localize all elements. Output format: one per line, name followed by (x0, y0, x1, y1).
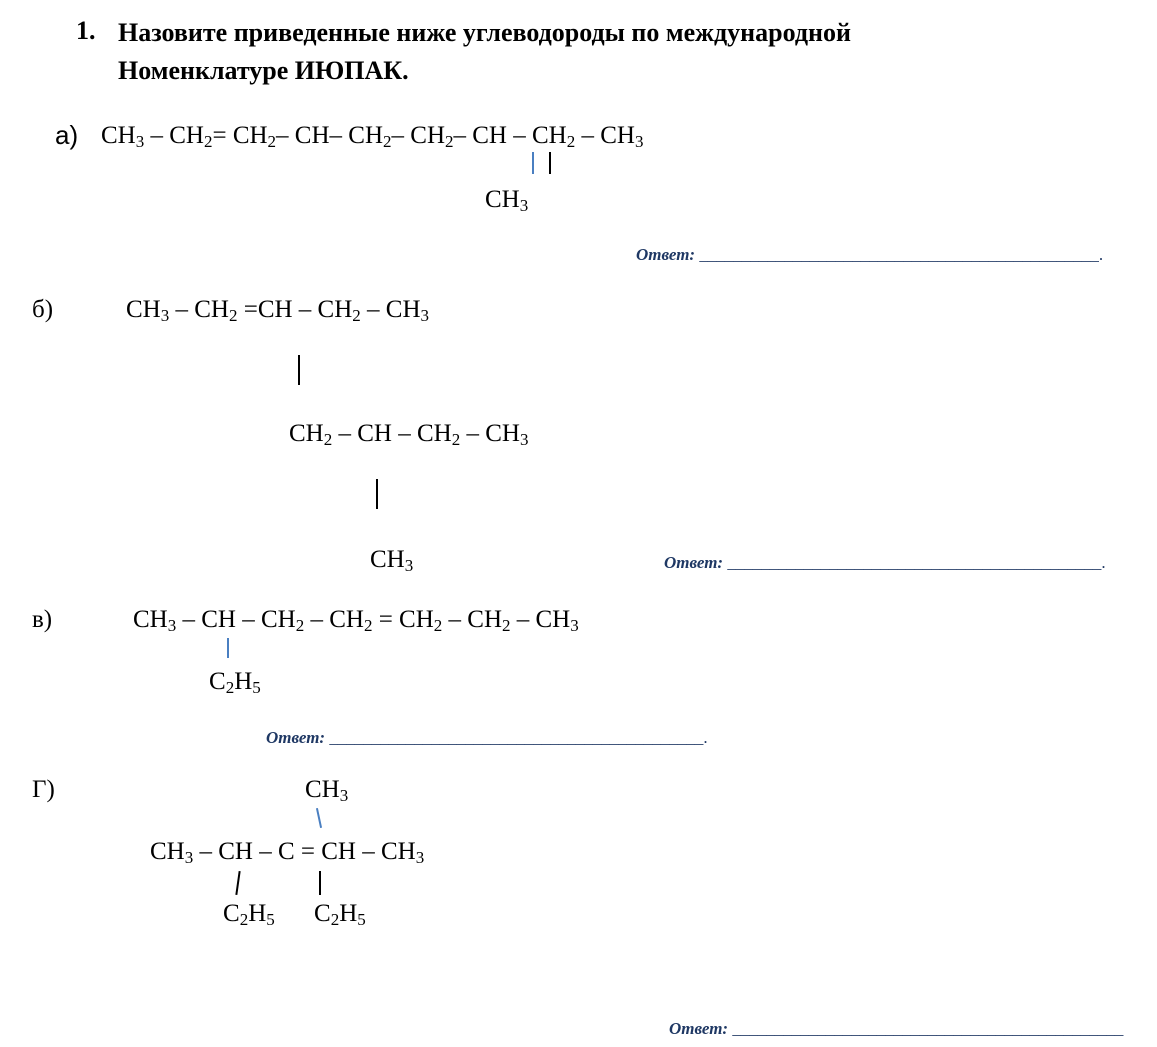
item-b-branch: $CH_3$ (370, 546, 414, 575)
answer-blank[interactable]: ____________________________________________. (329, 728, 708, 747)
item-b-label: б) (32, 296, 54, 323)
item-b-side-chain: $CH_2$ – CH – $CH_2 - CH_3$ (289, 420, 529, 449)
answer-blank[interactable]: ______________________________________________ (732, 1019, 1124, 1038)
answer-label: Ответ: (636, 245, 696, 264)
item-g-bond-left (235, 871, 240, 895)
answer-blank[interactable]: _______________________________________________. (699, 245, 1104, 264)
item-v-bond (227, 638, 229, 658)
task-number: 1. (76, 16, 96, 45)
item-v-label: в) (32, 606, 53, 633)
task-instruction (118, 14, 851, 90)
item-a-bond (549, 152, 551, 174)
answer-label: Ответ: (266, 728, 326, 747)
item-b-answer[interactable] (664, 553, 1106, 573)
item-a-branch: $CH_3$ (485, 186, 529, 215)
item-a-main-chain: $CH_3 - CH_2= CH_2-$ CH– $CH_2-$ $CH_2-$ CH – $CH_2 - CH_3$ (101, 122, 644, 151)
item-g-main-chain: $CH_3$ – CH – C = CH – $CH_3$ (150, 838, 425, 867)
answer-label: Ответ: (669, 1019, 729, 1038)
item-g-top-branch: $CH_3$ (305, 776, 349, 805)
answer-label: Ответ: (664, 553, 724, 572)
item-v-branch: $C_2H_5$ (209, 668, 261, 697)
item-a-answer[interactable] (636, 245, 1103, 265)
item-g-label: Г) (32, 776, 55, 803)
item-b-main-chain: $CH_3 - CH_2 =CH - CH_2 - CH_3$ (126, 296, 430, 325)
item-a-bond-blue (532, 152, 534, 174)
item-b-bond-1 (298, 355, 300, 385)
item-g-branch-left: $C_2H_5$ (223, 900, 275, 929)
item-g-answer[interactable] (669, 1019, 1123, 1039)
answer-blank[interactable]: ____________________________________________. (727, 553, 1106, 572)
task-line-2: Номенклатуре ИЮПАК. (118, 56, 409, 85)
item-b-bond-2 (376, 479, 378, 509)
item-v-main-chain: $CH_3$ – CH – $CH_2 - CH_2 = CH_2 - CH_2 - CH_3$ (133, 606, 579, 635)
item-g-bond-right (319, 871, 321, 895)
item-v-answer[interactable] (266, 728, 708, 748)
item-a-label: а) (55, 120, 79, 150)
item-g-branch-right: $C_2H_5$ (314, 900, 366, 929)
task-line-1: Назовите приведенные ниже углеводороды по международной (118, 18, 851, 47)
item-g-bond-top (316, 808, 322, 828)
